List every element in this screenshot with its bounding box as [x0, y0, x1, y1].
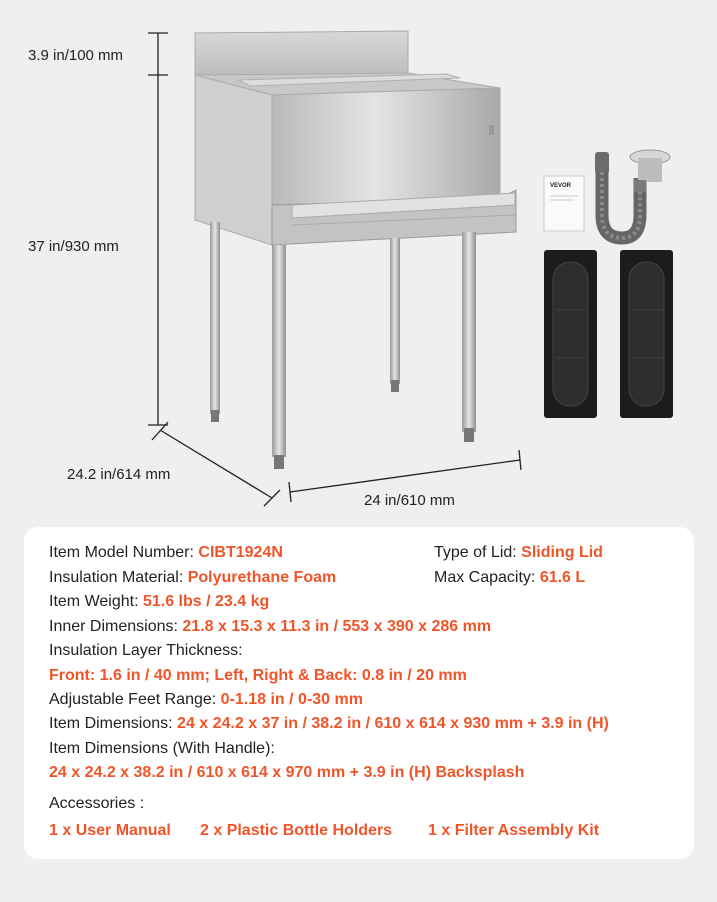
spec-capacity: Max Capacity: 61.6 L [434, 569, 586, 586]
spec-feet: Adjustable Feet Range: 0-1.18 in / 0-30 mm [49, 691, 363, 708]
accessory-filter-kit: 1 x Filter Assembly Kit [428, 822, 600, 839]
bottle-holders [544, 250, 673, 418]
spec-thickness-label: Insulation Layer Thickness: [49, 642, 243, 659]
depth-dimension: 24.2 in/614 mm [67, 466, 171, 483]
filter-assembly-kit [595, 150, 670, 238]
specifications-card [24, 527, 694, 859]
width-dimension: 24 in/610 mm [364, 492, 455, 509]
accessories-title: Accessories : [49, 795, 145, 812]
accessory-bottle-holders: 2 x Plastic Bottle Holders [200, 822, 393, 839]
spec-lid: Type of Lid: Sliding Lid [434, 544, 603, 561]
height-dimension: 37 in/930 mm [28, 238, 119, 255]
ice-bin-sink [195, 31, 516, 245]
spec-item-dims-handle-value: 24 x 24.2 x 38.2 in / 610 x 614 x 970 mm + 3.9 in (H) Backsplash [49, 764, 525, 781]
user-manual [544, 176, 584, 231]
spec-thickness-value: Front: 1.6 in / 40 mm; Left, Right & Back: 0.8 in / 20 mm [49, 667, 467, 684]
accessory-user-manual: 1 x User Manual [49, 822, 171, 839]
backsplash-dimension: 3.9 in/100 mm [28, 47, 124, 64]
spec-weight: Item Weight: 51.6 lbs / 23.4 kg [49, 593, 270, 610]
svg-text:VEVOR: VEVOR [550, 183, 572, 189]
spec-model: Item Model Number: CIBT1924N [49, 544, 283, 561]
legs [210, 222, 476, 469]
spec-inner: Inner Dimensions: 21.8 x 15.3 x 11.3 in / 553 x 390 x 286 mm [49, 618, 492, 635]
spec-item-dims: Item Dimensions: 24 x 24.2 x 37 in / 38.2 in / 610 x 614 x 930 mm + 3.9 in (H) [49, 715, 609, 732]
spec-insulation: Insulation Material: Polyurethane Foam [49, 569, 337, 586]
spec-item-dims-handle-label: Item Dimensions (With Handle): [49, 740, 275, 757]
